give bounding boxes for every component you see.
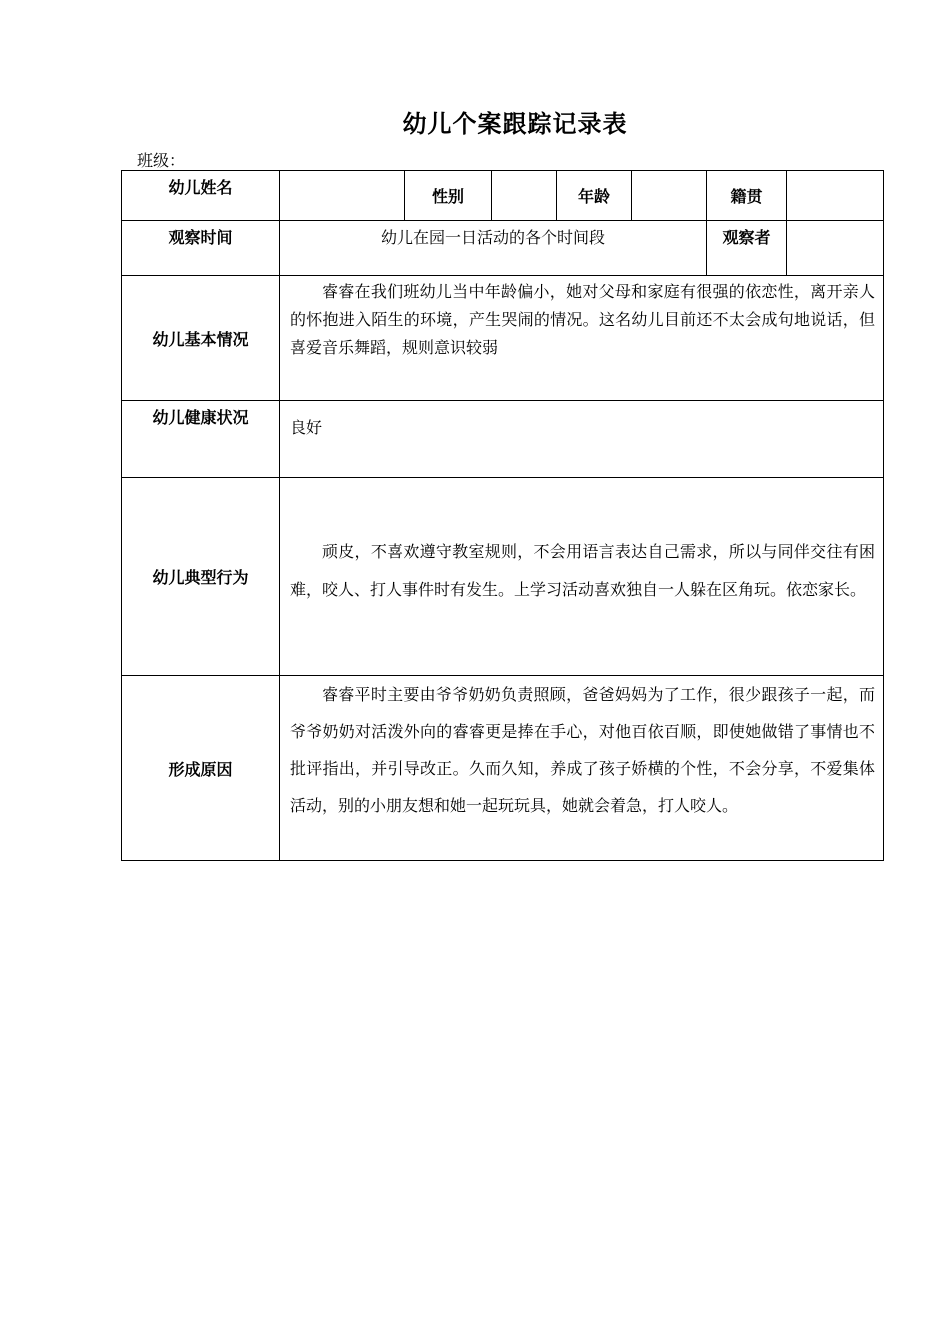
- age-label: 年龄: [557, 171, 632, 221]
- origin-value[interactable]: [787, 171, 884, 221]
- table-row: [122, 401, 884, 478]
- gender-label: 性别: [405, 171, 492, 221]
- health-text[interactable]: 良好: [280, 401, 884, 478]
- cause-text[interactable]: 睿睿平时主要由爷爷奶奶负责照顾，爸爸妈妈为了工作，很少跟孩子一起，而爷爷奶奶对活泼外向的睿睿更是捧在手心，对他百依百顺，即使她做错了事情也不批评指出，并引导改正。久而久知，养成了孩子娇横的个性，不会分享，不爱集体活动，别的小朋友想和她一起玩玩具，她就会着急，打人咬人。: [280, 676, 884, 861]
- behavior-label: 幼儿典型行为: [122, 478, 280, 676]
- record-table: [121, 170, 884, 861]
- table-row: [122, 221, 884, 276]
- basic-info-text[interactable]: 睿睿在我们班幼儿当中年龄偏小，她对父母和家庭有很强的依恋性，离开亲人的怀抱进入陌生的环境，产生哭闹的情况。这名幼儿目前还不太会成句地说话，但喜爱音乐舞蹈，规则意识较弱: [280, 276, 884, 401]
- observation-time-value[interactable]: 幼儿在园一日活动的各个时间段: [280, 221, 707, 276]
- table-row: [122, 171, 884, 221]
- page-title: 幼儿个案跟踪记录表: [402, 110, 628, 138]
- observer-value[interactable]: [787, 221, 884, 276]
- observer-label: 观察者: [707, 221, 787, 276]
- table-row: [122, 478, 884, 676]
- gender-value[interactable]: [492, 171, 557, 221]
- basic-info-label: 幼儿基本情况: [122, 276, 280, 401]
- table-row: [122, 276, 884, 401]
- class-label: 班级：: [137, 151, 186, 170]
- health-label: 幼儿健康状况: [122, 401, 280, 478]
- name-label: 幼儿姓名: [122, 171, 280, 221]
- table-row: [122, 676, 884, 861]
- observation-time-label: 观察时间: [122, 221, 280, 276]
- origin-label: 籍贯: [707, 171, 787, 221]
- name-value[interactable]: [280, 171, 405, 221]
- behavior-text[interactable]: 顽皮，不喜欢遵守教室规则，不会用语言表达自己需求，所以与同伴交往有困难，咬人、打人事件时有发生。上学习活动喜欢独自一人躲在区角玩。依恋家长。: [280, 478, 884, 676]
- age-value[interactable]: [632, 171, 707, 221]
- cause-label: 形成原因: [122, 676, 280, 861]
